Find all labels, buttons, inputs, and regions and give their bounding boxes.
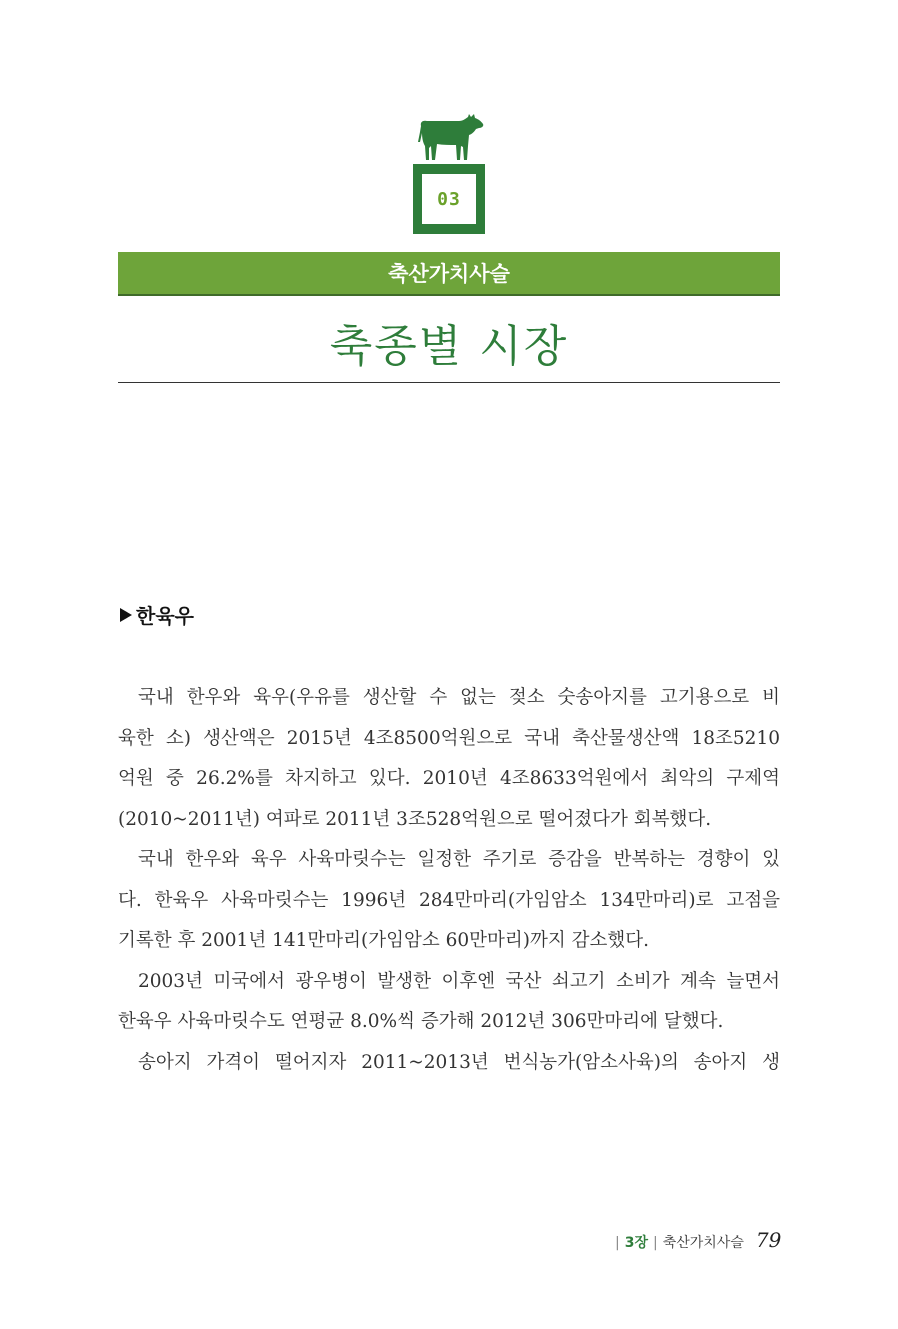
footer-divider: |: [615, 1235, 620, 1251]
paragraph-line: 국내 한우와 육우(우유를 생산할 수 없는 젖소 숫송아지를 고기용으로 비: [138, 687, 780, 708]
paragraph-line: 2003년 미국에서 광우병이 발생한 이후엔 국산 쇠고기 소비가 계속 늘면서: [138, 970, 780, 992]
page-footer: [610, 1228, 781, 1252]
paragraph-line: 다. 한육우 사육마릿수는 1996년 284만마리(가임암소 134만마리)로 고점을: [118, 889, 780, 911]
title-divider: [118, 382, 780, 383]
paragraph-line: 기록한 후 2001년 141만마리(가임암소 60만마리)까지 감소했다.: [118, 930, 649, 951]
body-text: [118, 678, 780, 1083]
chapter-emblem: [413, 112, 485, 234]
paragraph-line: 한육우 사육마릿수도 연평균 8.0%씩 증가해 2012년 306만마리에 달했다.: [118, 1011, 724, 1032]
section-heading-text: 한육우: [136, 604, 194, 628]
paragraph-line: 국내 한우와 육우 사육마릿수는 일정한 주기로 증감을 반복하는 경향이 있: [138, 849, 780, 870]
chapter-number-box: [413, 164, 485, 234]
triangle-bullet-icon: [120, 608, 132, 622]
section-heading: [120, 600, 194, 629]
chapter-title: 축종별 시장: [329, 321, 569, 372]
footer-divider: |: [652, 1235, 658, 1251]
category-band: 축산가치사슬: [118, 252, 780, 296]
cow-icon: [417, 112, 487, 166]
paragraph-line: 송아지 가격이 떨어지자 2011~2013년 번식농가(암소사육)의 송아지 생: [138, 1051, 780, 1073]
paragraph-line: 육한 소) 생산액은 2015년 4조8500억원으로 국내 축산물생산액 18조5210: [118, 727, 780, 749]
paragraph-line: (2010~2011년) 여파로 2011년 3조528억원으로 떨어졌다가 회복했다.: [118, 808, 712, 830]
page-number: 79: [755, 1228, 782, 1252]
footer-chapter: 3장: [624, 1235, 648, 1251]
footer-section: 축산가치사슬: [662, 1235, 744, 1251]
chapter-number: 03: [422, 174, 476, 224]
paragraph-line: 억원 중 26.2%를 차지하고 있다. 2010년 4조8633억원에서 최악의 구제역: [118, 768, 780, 789]
